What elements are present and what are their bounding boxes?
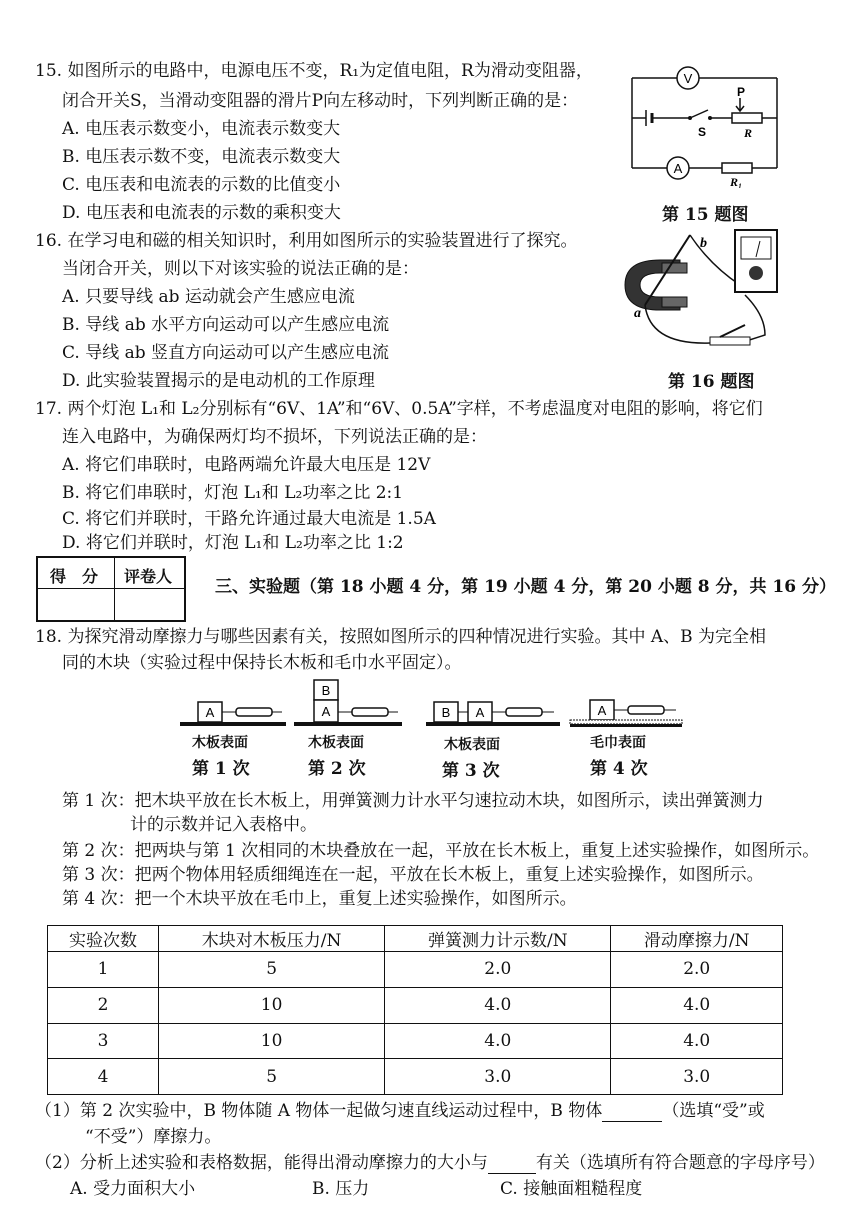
trial-2-block-b: B	[321, 683, 331, 698]
section-3-heading: 三、实验题（第 18 小题 4 分，第 19 小题 4 分，第 20 小题 8 分，共 16 分）	[215, 577, 836, 597]
q18-part-1-text-a: （1）第 2 次实验中，B 物体随 A 物体一起做匀速直线运动过程中，B 物体	[35, 1101, 603, 1121]
trial-2-block-a: A	[321, 704, 331, 719]
q15-option-c: C. 电压表和电流表的示数的比值变小	[62, 175, 341, 195]
q16-figure-caption: 第 16 题图	[668, 372, 755, 392]
q18-step-2: 第 2 次：把两块与第 1 次相同的木块叠放在一起，平放在长木板上，重复上述实验操作，如图所示。	[62, 841, 820, 861]
table-cell: 10	[159, 1023, 385, 1059]
q18-part-1-line1	[35, 1100, 765, 1122]
table-cell: 2.0	[385, 952, 611, 988]
q18-step-1-line2: 计的示数并记入表格中。	[130, 815, 317, 835]
q15-circuit-diagram	[622, 58, 792, 188]
q15-stem-line2: 闭合开关S，当滑动变阻器的滑片P向左移动时，下列判断正确的是：	[62, 91, 579, 111]
q18-part-1-text-b: （选填“受”或	[662, 1101, 765, 1121]
q17-stem-line2: 连入电路中，为确保两灯均不损坏，下列说法正确的是：	[62, 427, 487, 447]
score-label: 得 分	[50, 567, 99, 586]
q18-part-2-line1	[35, 1152, 825, 1174]
trial-3-surface-label: 木板表面	[444, 737, 500, 753]
q18-part-1-line2: “不受”）摩擦力。	[85, 1127, 222, 1147]
table-cell: 1	[48, 952, 159, 988]
q18-step-4: 第 4 次：把一个木块平放在毛巾上，重复上述实验操作，如图所示。	[62, 889, 577, 909]
q17-option-a: A. 将它们串联时，电路两端允许最大电压是 12V	[62, 455, 431, 475]
resistor-r1-label: R₁	[730, 175, 743, 188]
q15-option-a: A. 电压表示数变小，电流表示数变大	[62, 119, 341, 139]
q16-option-d: D. 此实验装置揭示的是电动机的工作原理	[62, 371, 375, 391]
slider-p-label: P	[737, 85, 746, 99]
q18-step-1-line1: 第 1 次：把木块平放在长木板上，用弹簧测力计水平匀速拉动木块，如图所示，读出弹簧测力	[62, 791, 764, 811]
table-cell: 10	[159, 987, 385, 1023]
q18-part-2-answer-blank[interactable]	[488, 1157, 536, 1174]
q16-apparatus-diagram	[620, 225, 785, 365]
table-cell: 2	[48, 987, 159, 1023]
score-box	[36, 556, 186, 622]
table-cell: 5	[159, 1059, 385, 1095]
q17-option-b: B. 将它们串联时，灯泡 L₁和 L₂功率之比 2:1	[62, 483, 404, 503]
q18-part-1-answer-blank[interactable]	[602, 1105, 662, 1122]
table-row	[48, 952, 783, 988]
table-header: 弹簧测力计示数/N	[385, 926, 611, 952]
q18-step-3: 第 3 次：把两个物体用轻质细绳连在一起，平放在长木板上，重复上述实验操作，如图所示。	[62, 865, 764, 885]
trial-3-block-b: B	[441, 705, 451, 720]
table-cell: 4.0	[385, 1023, 611, 1059]
table-row	[48, 1059, 783, 1095]
q16-option-a: A. 只要导线 ab 运动就会产生感应电流	[62, 287, 355, 307]
switch-s-label: S	[698, 125, 707, 139]
q16-option-c: C. 导线 ab 竖直方向运动可以产生感应电流	[62, 343, 390, 363]
rheostat-r-label: R	[744, 126, 753, 140]
table-cell: 3.0	[385, 1059, 611, 1095]
table-row	[48, 1023, 783, 1059]
trial-1-surface-label: 木板表面	[192, 735, 248, 751]
table-header: 滑动摩擦力/N	[611, 926, 783, 952]
trial-3-label: 第 3 次	[442, 761, 500, 781]
q18-data-table	[47, 925, 783, 1095]
trial-4-setup	[568, 690, 686, 730]
table-cell: 3	[48, 1023, 159, 1059]
trial-3-block-a: A	[475, 705, 485, 720]
trial-4-label: 第 4 次	[590, 759, 648, 779]
table-cell: 4.0	[611, 1023, 783, 1059]
q16-option-b: B. 导线 ab 水平方向运动可以产生感应电流	[62, 315, 390, 335]
q18-part-2-option-c: C. 接触面粗糙程度	[500, 1179, 643, 1199]
q18-part-2-text-a: （2）分析上述实验和表格数据，能得出滑动摩擦力的大小与	[35, 1153, 488, 1173]
q18-stem-line1: 18. 为探究滑动摩擦力与哪些因素有关，按照如图所示的四种情况进行实验。其中 A、B 为完全相	[35, 627, 767, 647]
trial-3-setup	[424, 690, 564, 730]
wire-a-label: a	[634, 306, 641, 321]
q18-stem-line2: 同的木块（实验过程中保持长木板和毛巾水平固定）。	[62, 653, 462, 673]
table-cell: 2.0	[611, 952, 783, 988]
q15-stem-line1: 15. 如图所示的电路中，电源电压不变，R₁为定值电阻，R为滑动变阻器，	[35, 61, 593, 81]
wire-b-label: b	[700, 236, 707, 251]
table-cell: 4	[48, 1059, 159, 1095]
grader-label: 评卷人	[124, 567, 173, 586]
trial-1-label: 第 1 次	[192, 759, 250, 779]
q18-part-2-option-a: A. 受力面积大小	[70, 1179, 196, 1199]
table-header: 实验次数	[48, 926, 159, 952]
trial-1-setup	[178, 690, 288, 730]
table-cell: 5	[159, 952, 385, 988]
trial-2-label: 第 2 次	[308, 759, 366, 779]
table-cell: 4.0	[385, 987, 611, 1023]
q15-option-d: D. 电压表和电流表的示数的乘积变大	[62, 203, 341, 223]
table-header: 木块对木板压力/N	[159, 926, 385, 952]
voltmeter-label: V	[683, 71, 693, 86]
trial-4-block-a: A	[597, 703, 607, 718]
trial-4-surface-label: 毛巾表面	[590, 735, 646, 751]
trial-1-block-a: A	[205, 705, 215, 720]
ammeter-label: A	[673, 161, 683, 176]
table-cell: 3.0	[611, 1059, 783, 1095]
q16-stem-line2: 当闭合开关，则以下对该实验的说法正确的是：	[62, 259, 419, 279]
q18-part-2-option-b: B. 压力	[312, 1179, 370, 1199]
q18-part-2-text-b: 有关（选填所有符合题意的字母序号）	[535, 1153, 825, 1173]
q17-option-c: C. 将它们并联时，干路允许通过最大电流是 1.5A	[62, 509, 436, 529]
table-header-row	[48, 926, 783, 952]
q17-option-d: D. 将它们并联时，灯泡 L₁和 L₂功率之比 1:2	[62, 533, 404, 553]
q15-figure-caption: 第 15 题图	[662, 205, 749, 225]
q17-stem-line1: 17. 两个灯泡 L₁和 L₂分别标有“6V、1A”和“6V、0.5A”字样，不考虑温度对电阻的影响，将它们	[35, 399, 763, 419]
table-row	[48, 987, 783, 1023]
q15-option-b: B. 电压表示数不变，电流表示数变大	[62, 147, 341, 167]
table-cell: 4.0	[611, 987, 783, 1023]
q16-stem-line1: 16. 在学习电和磁的相关知识时，利用如图所示的实验装置进行了探究。	[35, 231, 578, 251]
trial-2-setup	[292, 670, 407, 730]
trial-2-surface-label: 木板表面	[308, 735, 364, 751]
